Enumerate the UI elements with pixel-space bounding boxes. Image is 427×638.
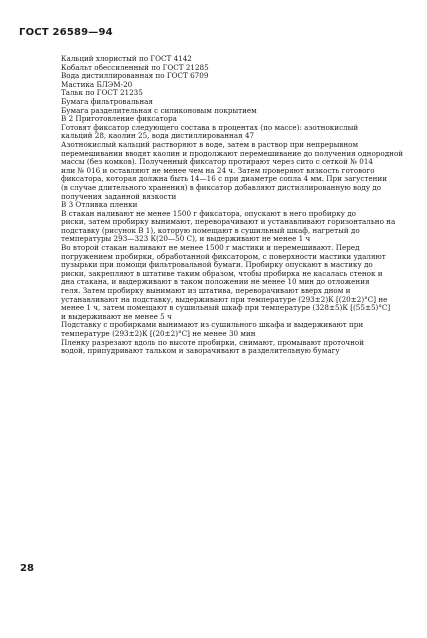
text-line: риски, закрепляют в штативе таким образом, чтобы пробирка не касалась стенок и: [61, 268, 383, 278]
text-line: Азотнокислый кальций растворяют в воде, затем в раствор при непрерывном: [61, 139, 359, 149]
text-line: Бумага разделительная с силиконовым покрытием: [61, 105, 257, 115]
text-line: или № 016 и оставляют не менее чем на 24 ч. Затем проверяют вязкость готового: [61, 165, 375, 175]
text-line: Вода дистиллированная по ГОСТ 6709: [61, 71, 209, 81]
text-line: Бумага фильтровальная: [61, 96, 153, 106]
section-heading-b3: В 3 Отливка пленки: [61, 200, 138, 210]
text-line: перемешивании вводят каолин и продолжают перемешивание до получения однородной: [61, 148, 404, 158]
text-line: получения заданной вязкости: [61, 191, 177, 201]
text-line: Подставку с пробирками вынимают из сушильного шкафа и выдерживают при: [61, 320, 364, 330]
text-line: температуре (293±2)К [(20±2)°С] не менее 30 мин: [61, 329, 256, 338]
text-line: дна стакана, и выдерживают в таком положении не менее 10 мин до отложения: [61, 277, 370, 287]
text-line: (в случае длительного хранения) в фиксатор добавляют дистиллированную воду до: [61, 182, 382, 192]
text-line: В стакан наливают не менее 1500 г фиксатора, опускают в него пробирку до: [61, 208, 356, 218]
text-line: Мастика БЛЭМ-20: [61, 79, 133, 89]
text-line: Пленку разрезают вдоль по высоте пробирки, снимают, промывают проточной: [61, 337, 365, 347]
text-line: подставку (рисунок В 1), которую помещают в сушильный шкаф, нагретый до: [61, 225, 360, 235]
document-body: [61, 55, 411, 356]
text-line: температуры 293—323 К(20—50 С), и выдерживают не менее 1 ч: [61, 234, 311, 244]
text-line: менее 1 ч, затем помещают в сушильный шкаф при температуре (328±5)К [(55±5)°С]: [61, 303, 391, 313]
text-line: Во второй стакан наливают не менее 1500 г мастики и перемешивают. Перед: [61, 243, 360, 253]
text-line: Кобальт обессиленный по ГОСТ 21285: [61, 62, 209, 72]
text-line: и выдерживают не менее 5 ч: [61, 311, 172, 321]
text-line: фиксатора, которая должна быть 14—16 с при диаметре сопла 4 мм. При загустении: [61, 174, 387, 184]
text-line: массы (без комков). Полученный фиксатор протирают через сито с сеткой № 014: [61, 157, 373, 167]
text-line: Тальк по ГОСТ 21235: [61, 88, 143, 98]
text-line: пузырьки при помощи фильтровальной бумаги. Пробирку опускают в мастику до: [61, 260, 373, 270]
text-line: погружением пробирки, обработанной фиксатором, с поверхности мастики удаляют: [61, 251, 386, 261]
text-line: геля. Затем пробирку вынимают из штатива, переворачивают вверх дном и: [61, 286, 351, 296]
text-line: Кальций хлористый по ГОСТ 4142: [61, 54, 192, 63]
text-line: риски, затем пробирку вынимают, переворачивают и устанавливают горизонтально на: [61, 217, 396, 227]
section-heading-b2: В 2 Приготовление фиксатора: [61, 114, 177, 124]
text-line: устанавливают на подставку, выдерживают при температуре (293±2)К [(20±2)°С] не: [61, 294, 388, 304]
text-line: водой, припудривают тальком и заворачивают в разделительную бумагу: [61, 346, 340, 356]
text-line: Готовят фиксатор следующего состава в процентах (по массе): азотнокислый: [61, 122, 359, 132]
document-header: ГОСТ 26589—94: [19, 27, 113, 38]
page-number: 28: [20, 563, 34, 574]
text-line: кальций 28, каолин 25, вода дистиллированная 47: [61, 131, 255, 141]
